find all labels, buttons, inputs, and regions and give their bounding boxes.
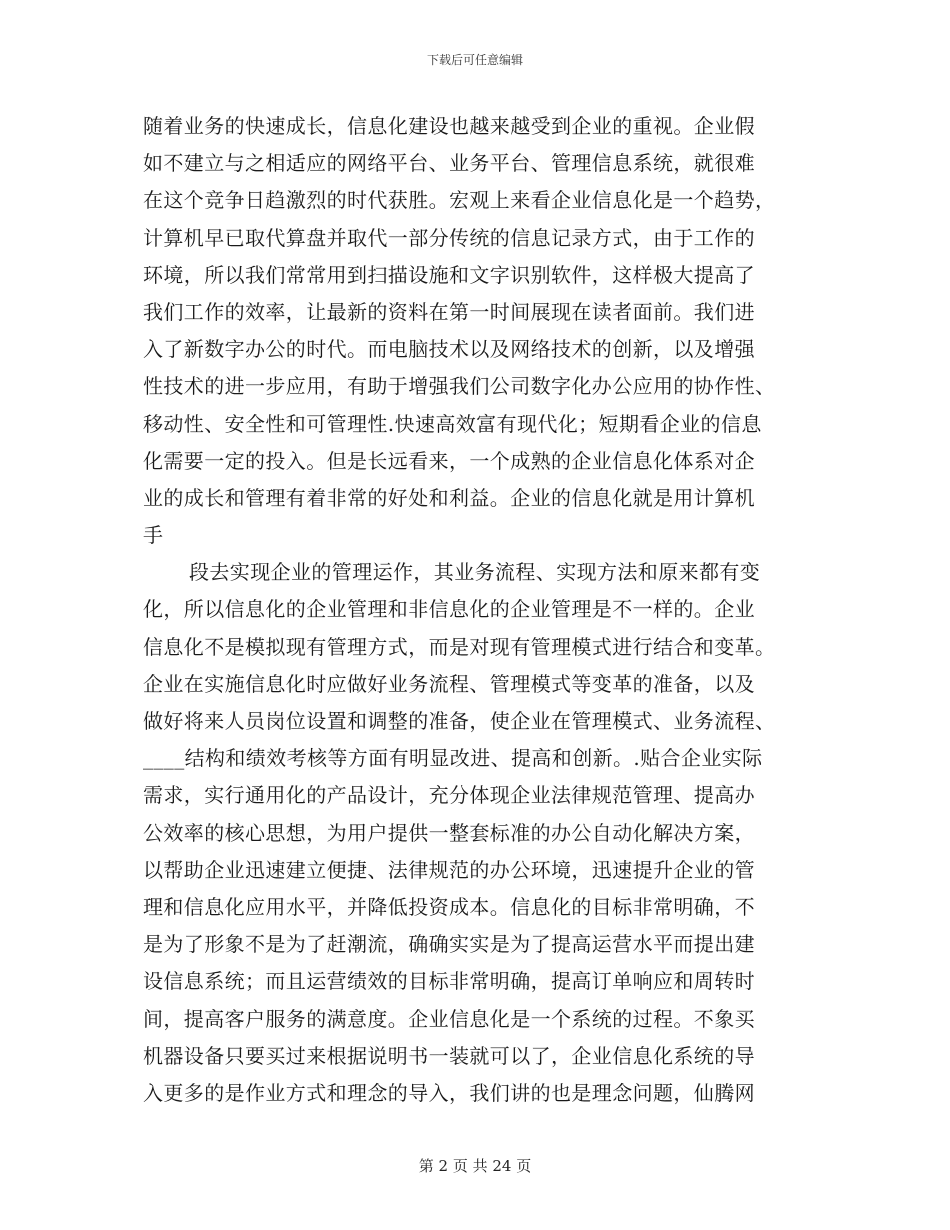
text-line: 理和信息化应用水平，并降低投资成本。信息化的目标非常明确，不	[143, 894, 755, 919]
text-line: 在这个竞争日趋激烈的时代获胜。宏观上来看企业信息化是一个趋势，	[143, 188, 776, 213]
text-line: 手	[143, 523, 164, 548]
text-line: 入更多的是作业方式和理念的导入，我们讲的也是理念问题，仙腾网	[143, 1080, 755, 1105]
text-line: 如不建立与之相适应的网络平台、业务平台、管理信息系统，就很难	[143, 151, 755, 176]
text-line: 移动性、安全性和可管理性.快速高效富有现代化；短期看企业的信息	[143, 411, 762, 436]
text-line: 以帮助企业迅速建立便捷、法律规范的办公环境，迅速提升企业的管	[143, 857, 755, 882]
text-line: 间，提高客户服务的满意度。企业信息化是一个系统的过程。不象买	[143, 1006, 755, 1031]
text-line: 信息化不是模拟现有管理方式，而是对现有管理模式进行结合和变革。	[143, 634, 776, 659]
text-line: 化，所以信息化的企业管理和非信息化的企业管理是不一样的。企业	[143, 597, 755, 622]
text-line: 随着业务的快速成长，信息化建设也越来越受到企业的重视。企业假	[143, 114, 755, 138]
text-line: 设信息系统；而且运营绩效的目标非常明确，提高订单响应和周转时	[143, 969, 755, 994]
text-line: 化需要一定的投入。但是长远看来，一个成熟的企业信息化体系对企	[143, 448, 755, 473]
text-line: 计算机早已取代算盘并取代一部分传统的信息记录方式，由于工作的	[143, 225, 755, 250]
text-line: 我们工作的效率，让最新的资料在第一时间展现在读者面前。我们进	[143, 299, 755, 324]
text-line: 业的成长和管理有着非常的好处和利益。企业的信息化就是用计算机	[143, 485, 755, 510]
text-line: 企业在实施信息化时应做好业务流程、管理模式等变革的准备，以及	[143, 671, 755, 696]
page-number: 第 2 页 共 24 页	[418, 1157, 532, 1175]
text-line: 机器设备只要买过来根据说明书一装就可以了，企业信息化系统的导	[143, 1043, 755, 1068]
text-line: 需求，实行通用化的产品设计，充分体现企业法律规范管理、提高办	[143, 783, 755, 808]
page-header: 下载后可任意编辑	[426, 53, 523, 67]
text-line: 环境，所以我们常常用到扫描设施和文字识别软件，这样极大提高了	[143, 262, 755, 287]
text-line: 入了新数字办公的时代。而电脑技术以及网络技术的创新，以及增强	[143, 337, 755, 362]
text-line: 性技术的进一步应用，有助于增强我们公司数字化办公应用的协作性、	[143, 374, 776, 399]
body-text	[143, 108, 813, 1112]
text-line: 公效率的核心思想，为用户提供一整套标准的办公自动化解决方案，	[143, 820, 755, 845]
text-line: 段去实现企业的管理运作，其业务流程、实现方法和原来都有变	[189, 560, 761, 585]
text-line: ____结构和绩效考核等方面有明显改进、提高和创新。.贴合企业实际	[143, 746, 763, 771]
text-line: 做好将来人员岗位设置和调整的准备，使企业在管理模式、业务流程、	[143, 709, 776, 733]
text-line: 是为了形象不是为了赶潮流，确确实实是为了提高运营水平而提出建	[143, 932, 755, 957]
